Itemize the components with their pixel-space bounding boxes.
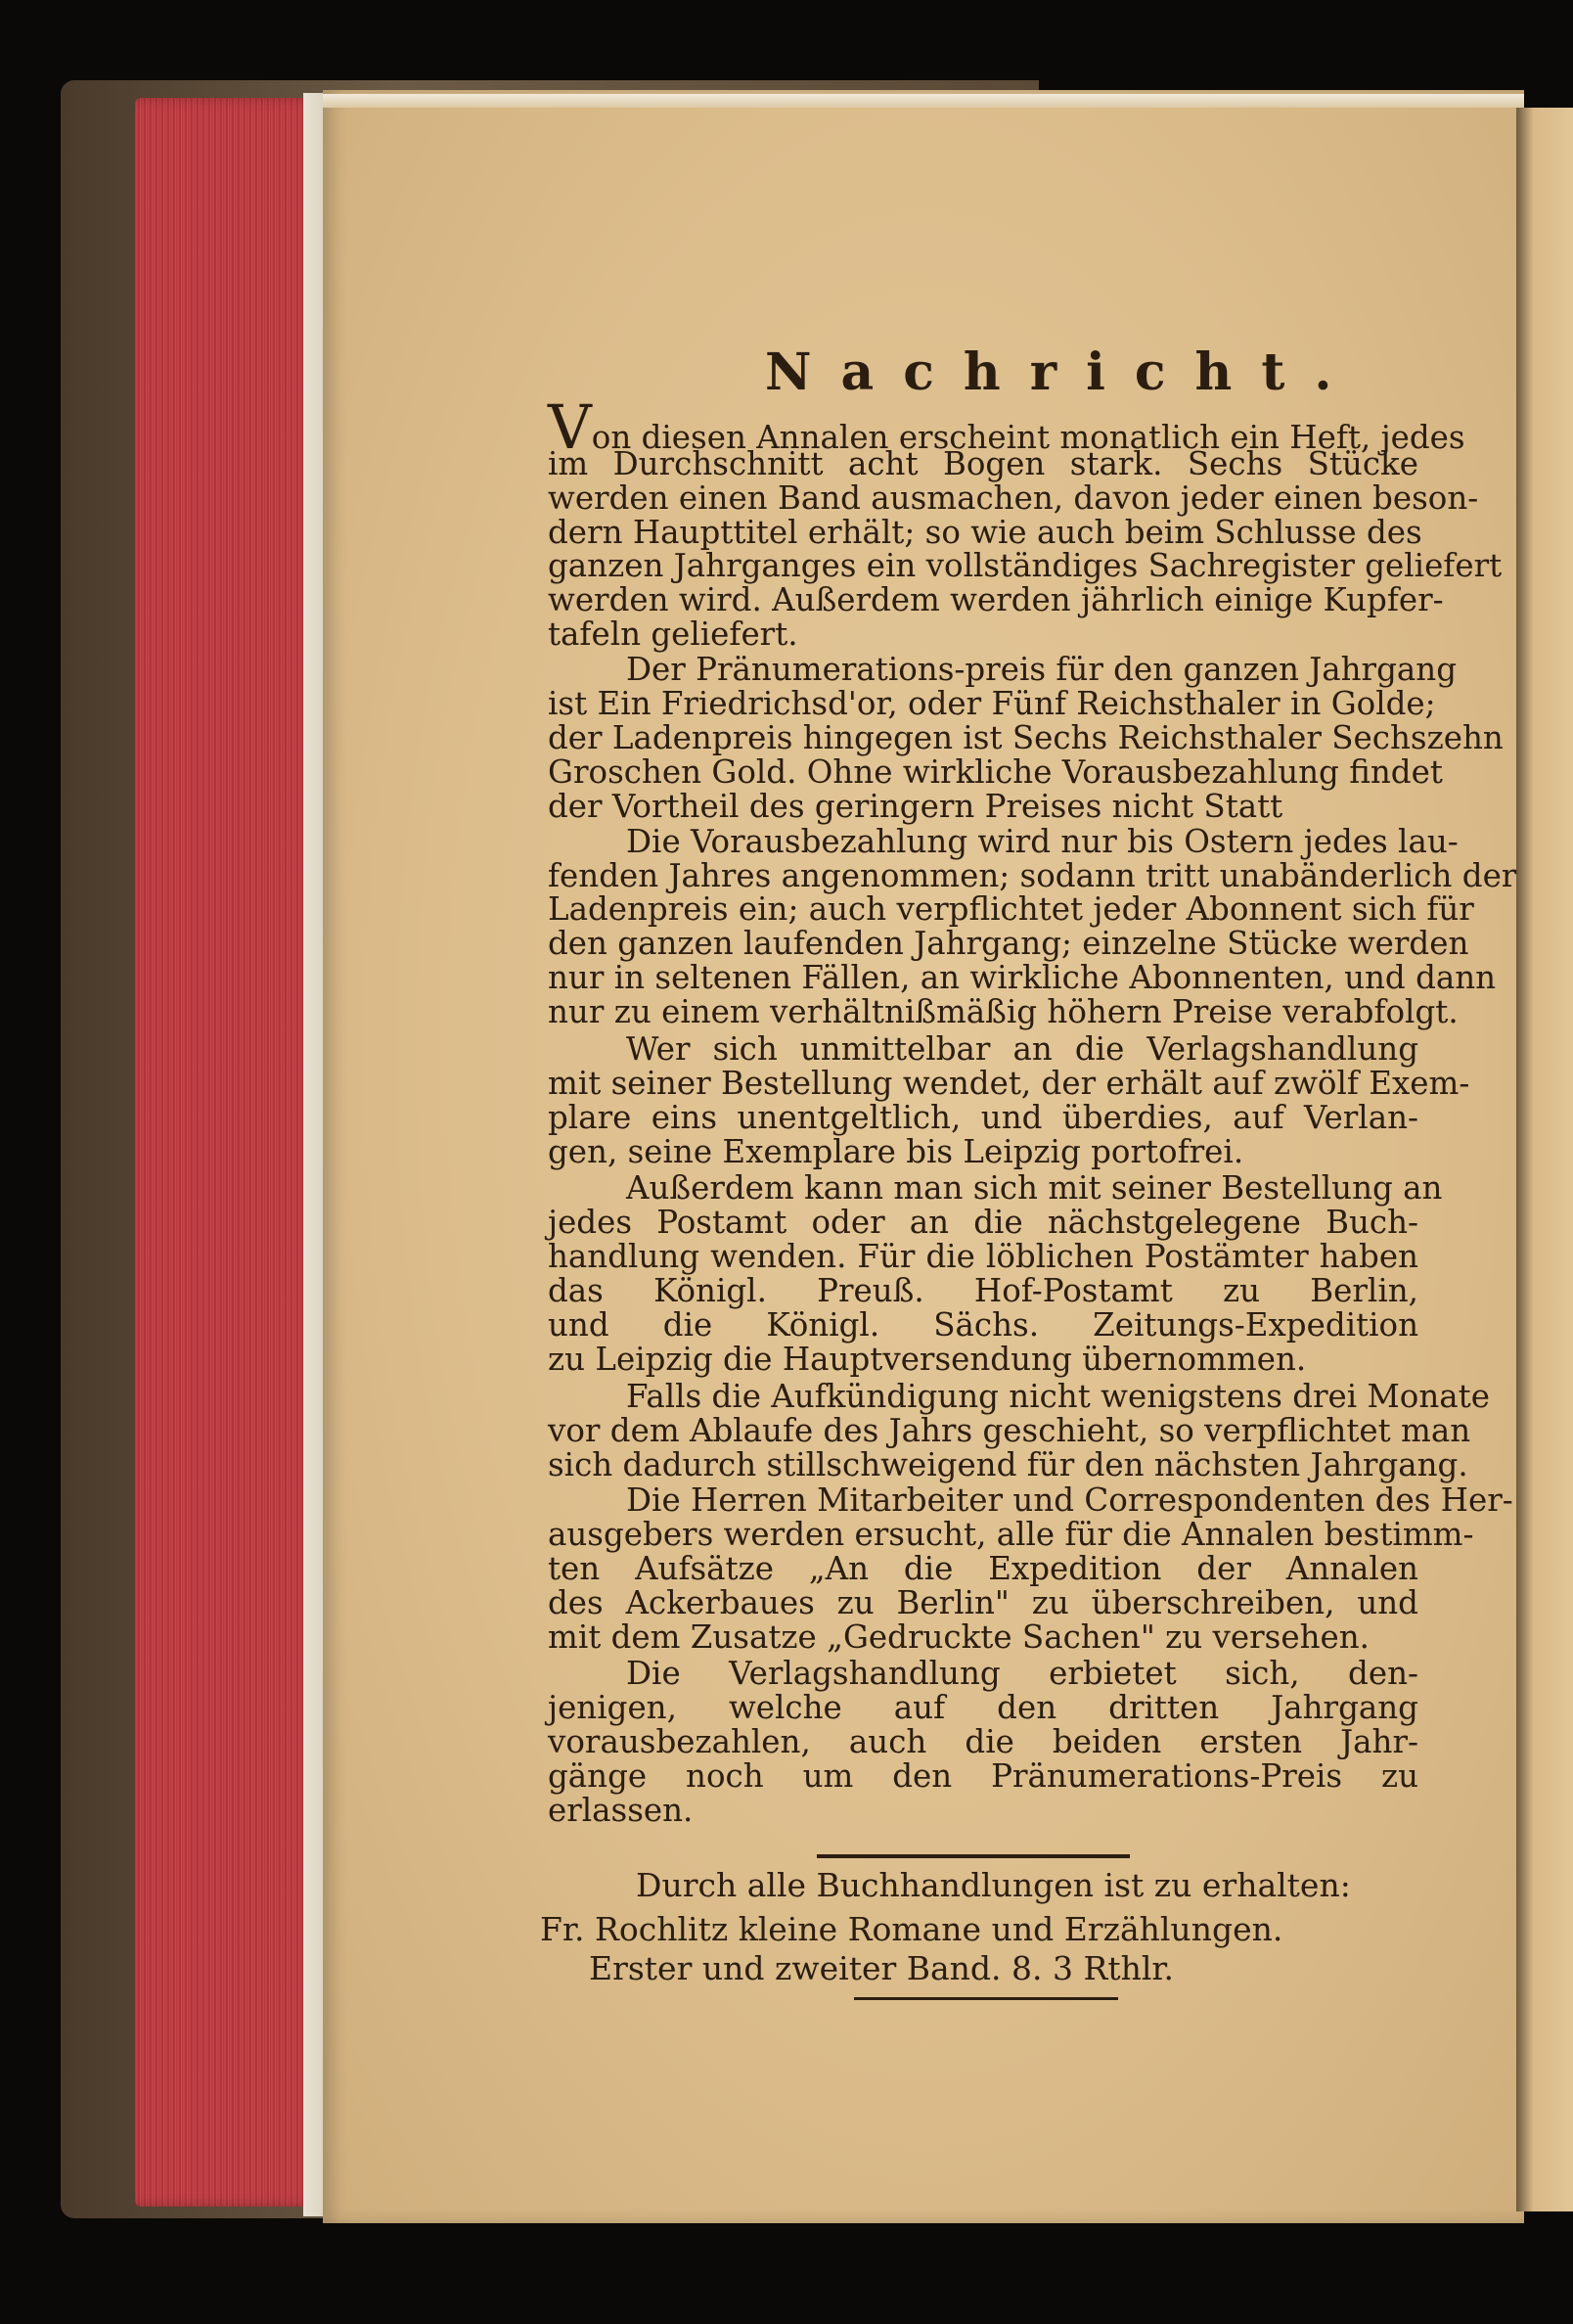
text-line: sich dadurch stillschweigend für den nächsten Jahrgang. bbox=[548, 1446, 1468, 1483]
text-line: Wer sich unmittelbar an die Verlagshandlung bbox=[626, 1030, 1418, 1068]
text-line: Ladenpreis ein; auch verpflichtet jeder Abonnent sich für bbox=[548, 890, 1474, 928]
advertisement-heading: Durch alle Buchhandlungen ist zu erhalten: bbox=[636, 1866, 1351, 1904]
text-line: jedes Postamt oder an die nächstgelegene Buch- bbox=[548, 1204, 1418, 1241]
text-line: mit dem Zusatze „Gedruckte Sachen" zu versehen. bbox=[548, 1618, 1371, 1656]
text-line: zu Leipzig die Hauptversendung übernommen. bbox=[548, 1341, 1307, 1378]
text-line: erlassen. bbox=[548, 1792, 694, 1829]
text-line: des Ackerbaues zu Berlin" zu überschreiben, und bbox=[548, 1584, 1418, 1621]
text-line: dern Haupttitel erhält; so wie auch beim Schlusse des bbox=[548, 514, 1422, 551]
text-line: jenigen, welche auf den dritten Jahrgang bbox=[548, 1689, 1418, 1726]
text-line: gen, seine Exemplare bis Leipzig portofrei. bbox=[548, 1133, 1244, 1170]
text-line: vorausbezahlen, auch die beiden ersten Jahr- bbox=[548, 1723, 1418, 1760]
text-line: werden wird. Außerdem werden jährlich einige Kupfer- bbox=[548, 581, 1444, 618]
divider-rule bbox=[817, 1854, 1130, 1858]
text-line: nur zu einem verhältnißmäßig höhern Preise verabfolgt. bbox=[548, 993, 1459, 1030]
advertisement-title: Fr. Rochlitz kleine Romane und Erzählungen. bbox=[540, 1910, 1283, 1948]
text-line: im Durchschnitt acht Bogen stark. Sechs Stücke bbox=[548, 445, 1418, 482]
text-line: ten Aufsätze „An die Expedition der Annalen bbox=[548, 1550, 1418, 1587]
page-title: Nachricht. bbox=[765, 342, 1362, 402]
text-line: Außerdem kann man sich mit seiner Bestellung an bbox=[626, 1169, 1443, 1207]
text-line: gänge noch um den Pränumerations-Preis zu bbox=[548, 1757, 1418, 1795]
text-line: Von diesen Annalen erscheint monatlich ein Heft, jedes bbox=[548, 391, 1465, 463]
text-line: Der Pränumerations-preis für den ganzen Jahrgang bbox=[626, 651, 1457, 688]
text-line: ganzen Jahrganges ein vollständiges Sachregister geliefert bbox=[548, 547, 1503, 584]
text-line: tafeln geliefert. bbox=[548, 615, 798, 653]
text-line: der Ladenpreis hingegen ist Sechs Reichsthaler Sechszehn bbox=[548, 719, 1504, 756]
text-line: handlung wenden. Für die löblichen Postämter haben bbox=[548, 1238, 1418, 1275]
text-line: ist Ein Friedrichsd'or, oder Fünf Reichsthaler in Golde; bbox=[548, 685, 1436, 722]
text-line: mit seiner Bestellung wendet, der erhält auf zwölf Exem- bbox=[548, 1065, 1470, 1102]
text-line: plare eins unentgeltlich, und überdies, auf Verlan- bbox=[548, 1099, 1418, 1136]
text-line: ausgebers werden ersucht, alle für die Annalen bestimm- bbox=[548, 1516, 1474, 1553]
text-line: werden einen Band ausmachen, davon jeder einen beson- bbox=[548, 479, 1479, 517]
text-line: und die Königl. Sächs. Zeitungs-Expedition bbox=[548, 1306, 1418, 1344]
text-line: vor dem Ablaufe des Jahrs geschieht, so verpflichtet man bbox=[548, 1412, 1471, 1449]
text-line: Die Verlagshandlung erbietet sich, den- bbox=[626, 1655, 1418, 1692]
text-line: der Vortheil des geringern Preises nicht Statt bbox=[548, 788, 1283, 825]
text-line: Groschen Gold. Ohne wirkliche Vorausbezahlung findet bbox=[548, 753, 1443, 791]
text-line: fenden Jahres angenommen; sodann tritt unabänderlich der bbox=[548, 857, 1517, 894]
closing-rule bbox=[854, 1997, 1118, 2000]
advertisement-detail: Erster und zweiter Band. 8. 3 Rthlr. bbox=[589, 1949, 1175, 1987]
text-line: Die Herren Mitarbeiter und Correspondenten des Her- bbox=[626, 1481, 1513, 1519]
text-line: das Königl. Preuß. Hof-Postamt zu Berlin, bbox=[548, 1272, 1418, 1309]
text-line: nur in seltenen Fällen, an wirkliche Abonnenten, und dann bbox=[548, 959, 1497, 996]
text-line: den ganzen laufenden Jahrgang; einzelne Stücke werden bbox=[548, 925, 1469, 962]
text-line: Falls die Aufkündigung nicht wenigstens drei Monate bbox=[626, 1378, 1490, 1415]
text-line: Die Vorausbezahlung wird nur bis Ostern jedes lau- bbox=[626, 823, 1459, 860]
